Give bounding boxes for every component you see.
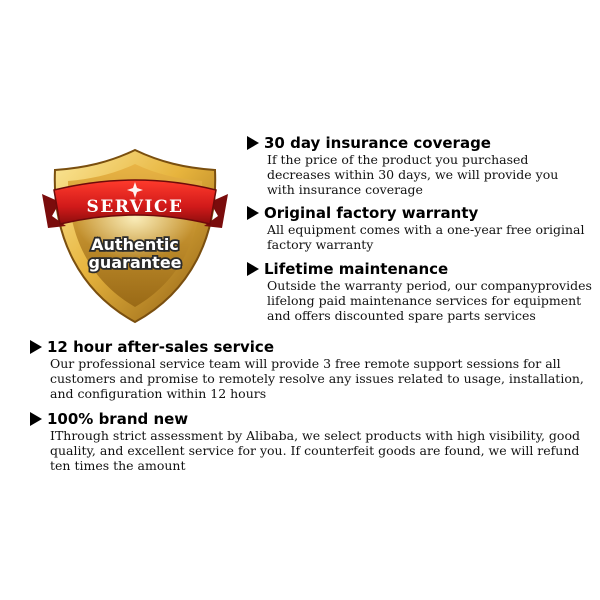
feature-title: 12 hour after-sales service xyxy=(47,338,274,356)
feature-title: Original factory warranty xyxy=(264,204,479,222)
feature-description: If the price of the product you purchased decreases within 30 days, we will provide you with insurance coverage xyxy=(267,152,559,197)
badge-banner-text: SERVICE xyxy=(86,197,184,217)
feature-heading xyxy=(247,204,592,222)
feature-heading xyxy=(30,410,590,428)
arrow-right-icon xyxy=(247,262,259,276)
arrow-right-icon xyxy=(247,206,259,220)
service-shield-badge xyxy=(40,142,230,332)
feature-heading xyxy=(247,260,592,278)
feature-description: Outside the warranty period, our companyprovides lifelong paid maintenance services for equipment and offers discounted spare parts services xyxy=(267,278,592,323)
feature-title: 100% brand new xyxy=(47,410,189,428)
arrow-right-icon xyxy=(30,412,42,426)
feature-lifetime-maintenance xyxy=(247,260,592,323)
shield-icon xyxy=(40,142,230,332)
badge-line1: Authentic xyxy=(91,235,179,254)
feature-title: 30 day insurance coverage xyxy=(264,134,491,152)
feature-description: IThrough strict assessment by Alibaba, we select products with high visibility, good quality, and excellent service for you. If counterfeit goods are found, we will refund ten times the amount xyxy=(50,428,580,473)
feature-description: All equipment comes with a one-year free original factory warranty xyxy=(267,222,585,252)
feature-insurance-coverage xyxy=(247,134,592,197)
arrow-right-icon xyxy=(30,340,42,354)
feature-after-sales-service xyxy=(30,338,590,401)
feature-title: Lifetime maintenance xyxy=(264,260,449,278)
feature-brand-new xyxy=(30,410,590,473)
feature-heading xyxy=(247,134,592,152)
arrow-right-icon xyxy=(247,136,259,150)
feature-factory-warranty xyxy=(247,204,592,252)
feature-heading xyxy=(30,338,590,356)
badge-line2: guarantee xyxy=(88,253,182,272)
feature-description: Our professional service team will provide 3 free remote support sessions for all customers and promise to remotely resolve any issues related to usage, installation, and configuration within 12 hours xyxy=(50,356,584,401)
